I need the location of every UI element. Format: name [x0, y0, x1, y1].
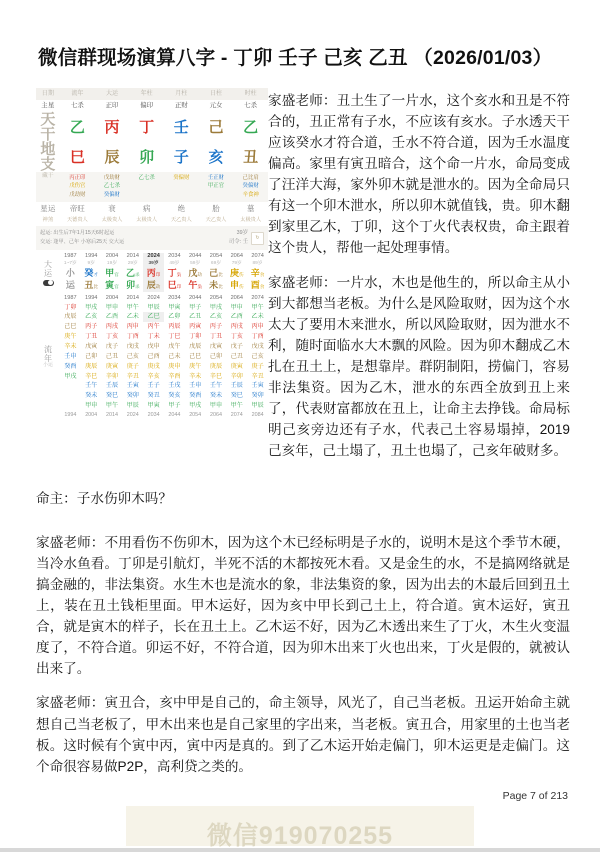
dayun-year: 1994 [84, 253, 98, 260]
liunian-cell-5-5[interactable]: 己未 [168, 352, 181, 360]
liunian-cell-6-4[interactable]: 庚戌 [147, 362, 160, 370]
liunian-cell-9-0[interactable] [60, 391, 81, 401]
main-star-2: 偏印 [140, 101, 154, 109]
liunian-cell-3-7[interactable]: 丁丑 [209, 333, 223, 341]
liunian-cell-8-9[interactable]: 壬寅 [251, 382, 264, 390]
header-col-month: 月柱 [164, 88, 199, 100]
age-value: 39岁 [236, 230, 248, 236]
liunian-cell-8-0[interactable] [60, 381, 81, 391]
dayun-column-2064[interactable] [226, 253, 247, 292]
liunian-foot-year-2014: 2014 [105, 412, 118, 418]
dayun-stem: 甲官 [105, 267, 119, 278]
liunian-cell-9-1[interactable]: 癸未 [85, 392, 98, 400]
row-label-heaven-stem: 天干 [40, 111, 56, 143]
liunian-foot-year-2004: 2004 [85, 412, 98, 418]
liunian-cell-2-0[interactable]: 己巳 [64, 323, 77, 331]
liunian-cell-1-2[interactable]: 乙酉 [105, 313, 119, 321]
liunian-cell-10-8[interactable]: 甲午 [230, 402, 243, 410]
star-luck-3: 绝 [177, 203, 185, 213]
liunian-cell-2-4[interactable]: 丙午 [147, 323, 160, 331]
full-width-text-2 [36, 532, 570, 790]
dayun-branch: 未比 [209, 280, 223, 291]
liunian-cell-8-5[interactable]: 壬戌 [168, 382, 181, 390]
star-luck-0: 帝旺 [69, 203, 85, 213]
jiaoyun-line: 交运: 逢甲、己年 小寒后25天 交大运 [40, 239, 125, 246]
liunian-cell-1-3[interactable]: 乙未 [126, 313, 139, 321]
liunian-cell-8-4[interactable]: 壬子 [147, 382, 160, 390]
dayun-branch: 丑比 [84, 280, 98, 291]
table-header-row [36, 88, 268, 100]
paragraph-4: 家盛老师：不用看伤不伤卯木，因为这个木已经标明是子水的，说明木是这个季节木硬，当冷水鱼看。丁卯是引航灯，半死不活的木都按死木看。又是金生的水，不是搞网络就是搞金融的，非法集资。水生木也是流水的象，非法集资的象，因为出去的木最后回到丑土上，装在丑土钱柜里面。甲木运好，因为亥中甲长到己土上，符合道。寅木运好，寅丑合，就是寅木的样子，长在丑土上。乙木运不好，因为乙木透出来生了丁火，木生火变温度了，不符合道。卯运不好，不符合道，因为卯木出来丁火也出来，丁火是假的，就被认出来了。 [36, 535, 570, 677]
star-luck-1: 衰 [108, 203, 116, 213]
liunian-cell-3-5[interactable]: 丁巳 [168, 333, 181, 341]
liunian-cell-8-7[interactable]: 壬午 [209, 382, 223, 390]
dayun-column-2004[interactable] [102, 253, 123, 292]
liunian-cell-4-4[interactable]: 戊申 [147, 342, 160, 350]
dayun-age: 49岁 [169, 260, 180, 266]
liunian-cell-3-8[interactable]: 丁亥 [230, 333, 243, 341]
row-label-shensha: 神煞 [42, 216, 54, 223]
qiyun-info-box [36, 226, 268, 250]
liunian-cell-10-6[interactable]: 甲戌 [189, 402, 202, 410]
liunian-cell-8-3[interactable]: 壬寅 [126, 382, 139, 390]
liunian-cell-8-1[interactable]: 壬午 [85, 382, 98, 390]
dayun-age: 69岁 [210, 260, 222, 266]
liunian-grid[interactable] [60, 294, 268, 419]
liunian-cell-0-5[interactable]: 甲寅 [168, 303, 181, 311]
main-star-4: 元女 [209, 101, 223, 109]
xiaoyun-label: 小运 [42, 362, 53, 369]
dayun-block [36, 250, 268, 292]
dayun-branch: 辰劫 [146, 280, 161, 291]
siling-value: 司令: 壬 [228, 239, 248, 246]
liunian-cell-9-5[interactable]: 癸亥 [168, 392, 181, 400]
liunian-cell-1-7[interactable]: 乙亥 [209, 313, 223, 321]
dayun-column-2074[interactable] [247, 253, 268, 292]
liunian-cell-3-4[interactable]: 丁未 [147, 333, 160, 341]
liunian-foot-year-2064: 2064 [209, 412, 222, 418]
liunian-cell-4-1[interactable]: 戊寅 [85, 342, 98, 350]
main-star-5: 七杀 [244, 101, 258, 109]
dayun-label-char1: 大 [44, 259, 52, 269]
dayun-column-1987[interactable] [60, 253, 81, 292]
liunian-cell-2-7[interactable]: 丙子 [209, 323, 223, 331]
hidden-stem-1-0: 戊劫财 [103, 175, 121, 181]
liunian-cell-6-2[interactable]: 庚寅 [105, 362, 119, 370]
hidden-stem-cell-4 [199, 172, 234, 202]
liunian-cell-10-2[interactable]: 甲午 [105, 402, 119, 410]
liunian-cell-2-2[interactable]: 丙戌 [105, 323, 119, 331]
liunian-cell-10-4[interactable]: 甲寅 [147, 402, 160, 410]
liunian-cell-5-7[interactable]: 己卯 [209, 352, 223, 360]
paragraph-1: 家盛老师：丑土生了一片水，这个亥水和丑是不符合的，丑正常有子水，不应该有亥水。子水透天干应该癸水才符合道，壬水不符合道，因为壬水温度偏高。家里有寅丑暗合，这个命一片水，命局变成了汪洋大海，家外卯木就是泄水的。因为全命局只有这一个卯木泄水，所以卯木就值钱，贵。卯木翻到家里乙木，丁卯，这个丁火代表权贵，命主跟着这个贵人，帮他一起处理事情。 [268, 93, 570, 256]
row-label-main-star: 主星 [41, 101, 55, 109]
shensha-0: 天德贵人 [66, 216, 88, 223]
liunian-cell-4-0[interactable]: 辛未 [64, 342, 77, 350]
dayun-stem: 戊劫 [188, 267, 202, 278]
liunian-cell-5-2[interactable]: 己丑 [105, 352, 119, 360]
liunian-cell-5-6[interactable]: 己巳 [189, 352, 202, 360]
dayun-column-2044[interactable] [185, 253, 206, 292]
liunian-cell-5-4[interactable]: 己酉 [147, 352, 160, 360]
liunian-cell-2-3[interactable]: 丙申 [126, 323, 139, 331]
liunian-cell-8-6[interactable]: 壬申 [189, 382, 202, 390]
liunian-side-label [36, 294, 60, 419]
liunian-head-year-1987: 1987 [64, 295, 77, 302]
page-footer: Page 7 of 213 [502, 790, 568, 802]
liunian-cell-0-6[interactable]: 甲子 [189, 303, 202, 311]
liunian-cell-1-6[interactable]: 乙丑 [189, 313, 202, 321]
dayun-stem: 乙杀 [125, 267, 140, 278]
earth-branch-5: 丑 [243, 148, 259, 166]
liunian-cell-0-9[interactable]: 甲午 [251, 303, 264, 311]
liunian-cell-4-9[interactable]: 戊戌 [251, 342, 264, 350]
liunian-cell-9-6[interactable]: 癸酉 [189, 392, 202, 400]
liunian-cell-0-2[interactable]: 甲申 [105, 303, 119, 311]
liunian-head-year-2034: 2034 [168, 295, 181, 302]
heaven-stem-1: 丙 [104, 118, 120, 136]
dayun-column-2034[interactable] [164, 253, 185, 292]
main-star-row [36, 100, 268, 112]
right-text-column [268, 90, 570, 474]
liunian-cell-10-0[interactable] [60, 401, 81, 411]
liunian-cell-6-6[interactable]: 庚午 [189, 362, 202, 370]
dayun-stem: 己比 [209, 267, 223, 278]
header-col-day: 日柱 [199, 88, 234, 100]
liunian-cell-4-8[interactable]: 戊子 [230, 342, 243, 350]
star-luck-2: 病 [142, 203, 151, 213]
hidden-stem-cell-5 [233, 172, 268, 202]
liunian-cell-7-9[interactable]: 辛丑 [251, 372, 264, 380]
earth-branch-4: 亥 [208, 148, 224, 166]
earth-branch-0: 巳 [69, 148, 85, 166]
liunian-label-char2: 年 [44, 354, 52, 364]
dayun-column-2054[interactable] [206, 253, 227, 292]
liunian-cell-10-3[interactable]: 甲辰 [126, 402, 139, 410]
liunian-cell-0-8[interactable]: 甲申 [230, 303, 243, 311]
qiyun-info-meta [229, 229, 264, 247]
liunian-head-year-1994: 1994 [84, 295, 98, 302]
liunian-foot-year-2034: 2034 [147, 412, 160, 418]
dayun-age: 19岁 [106, 260, 118, 266]
dayun-age: 1~7岁 [63, 260, 77, 266]
liunian-cell-3-3[interactable]: 丁酉 [126, 333, 139, 341]
earth-branch-1: 辰 [104, 148, 120, 166]
liunian-cell-7-7[interactable]: 辛巳 [209, 372, 223, 380]
bazi-pillar-table [36, 88, 268, 226]
dayun-year: 2004 [105, 253, 119, 260]
row-label-hidden-stem: 藏干 [42, 173, 54, 179]
liunian-cell-7-5[interactable]: 辛酉 [168, 372, 181, 380]
dayun-stem: 辛食 [250, 267, 265, 278]
dayun-column-2014[interactable] [122, 253, 143, 292]
hidden-stem-5-0: 己比肩 [242, 175, 259, 181]
heaven-stem-0: 乙 [69, 118, 85, 136]
dayun-age: 89岁 [252, 260, 263, 266]
dayun-age: 9岁 [87, 260, 95, 266]
hidden-stem-0-2: 戊劫财 [69, 191, 86, 198]
star-luck-row [36, 202, 268, 215]
liunian-cell-2-9[interactable]: 丙申 [251, 323, 264, 331]
liunian-cell-10-5[interactable]: 甲子 [168, 402, 181, 410]
dayun-branch: 午枭 [188, 280, 202, 291]
paragraph-5: 家盛老师：寅丑合，亥中甲是自己的，命主领导，风光了，自己当老板。丑运开始命主就想自己当老板了，甲木出来也是自己家里的字出来，当老板。寅丑合，用家里的土也当老板。这时候有个寅中丙，寅中丙是真的。到了乙木运开始走偏门，卯木运更是走偏门。这个命很容易做P2P，高利贷之类的。 [36, 695, 570, 774]
liunian-foot-year-2084: 2084 [251, 412, 264, 418]
qiyun-line: 起运: 出生后7年1月15天6时起运 [40, 230, 115, 237]
liunian-cell-3-0[interactable]: 庚午 [64, 333, 77, 341]
liunian-block [36, 294, 268, 419]
liunian-cell-1-1[interactable]: 乙亥 [85, 313, 98, 321]
dayun-side-label [36, 253, 60, 292]
liunian-head-year-2044: 2044 [188, 295, 202, 302]
dayun-column-1994[interactable] [81, 253, 102, 292]
liunian-cell-2-6[interactable]: 丙寅 [189, 323, 202, 331]
liunian-cell-1-8[interactable]: 乙酉 [230, 313, 243, 321]
dayun-year: 2064 [230, 253, 244, 260]
liunian-cell-3-6[interactable]: 丁卯 [189, 333, 202, 341]
star-luck-4: 胎 [212, 203, 220, 213]
dayun-label-char2: 运 [44, 268, 52, 278]
main-star-0: 七杀 [70, 101, 84, 109]
header-col-dayun: 大运 [95, 88, 130, 100]
hidden-stem-1-2: 癸偏财 [103, 191, 121, 198]
liunian-cell-1-4[interactable]: 乙巳 [143, 312, 164, 322]
liunian-head-year-2004: 2004 [105, 295, 119, 302]
dayun-year: 2074 [251, 253, 264, 260]
hidden-stem-4-1: 甲正官 [207, 183, 225, 190]
liunian-foot-year-2024: 2024 [126, 412, 139, 418]
liunian-cell-9-8[interactable]: 癸巳 [230, 392, 243, 400]
header-label-date: 日期 [36, 88, 60, 100]
liunian-cell-8-8[interactable]: 壬辰 [230, 382, 243, 390]
refresh-icon[interactable]: ↻ [251, 232, 264, 245]
liunian-cell-6-1[interactable]: 庚辰 [85, 362, 98, 370]
watermark-text: 微信919070255 [206, 822, 394, 850]
liunian-cell-6-5[interactable]: 庚申 [168, 362, 181, 370]
liunian-cell-3-2[interactable]: 丁亥 [105, 333, 119, 341]
liunian-cell-4-7[interactable]: 戊寅 [209, 342, 223, 350]
liunian-cell-8-2[interactable]: 壬辰 [105, 382, 119, 390]
liunian-cell-5-3[interactable]: 己亥 [126, 352, 139, 360]
hidden-stem-5-1: 癸偏财 [242, 183, 259, 190]
hidden-stem-0-0: 丙正印 [69, 175, 86, 181]
dayun-year: 2024 [147, 253, 160, 260]
dayun-column-2024[interactable] [143, 253, 164, 292]
dayun-branch: 卯杀 [125, 280, 140, 291]
liunian-cell-7-6[interactable]: 辛未 [189, 372, 202, 380]
page-title: 微信群现场演算八字 - 丁卯 壬子 己亥 乙丑 （2026/01/03） [38, 47, 553, 69]
liunian-cell-2-1[interactable]: 丙子 [85, 323, 98, 331]
hidden-stem-row [36, 172, 268, 202]
liunian-head-year-2064: 2064 [230, 295, 244, 302]
shensha-3: 天乙贵人 [170, 216, 192, 223]
liunian-cell-7-0[interactable]: 甲戌 [64, 372, 77, 380]
hidden-stem-cell-0 [60, 172, 95, 202]
main-star-1: 正印 [105, 101, 119, 109]
dayun-stem: 丙印 [146, 267, 161, 278]
shensha-1: 太极贵人 [101, 216, 123, 223]
header-col-year: 年柱 [129, 88, 164, 100]
star-luck-5: 墓 [246, 203, 255, 213]
shensha-4: 天乙贵人 [205, 216, 227, 223]
main-star-3: 正财 [174, 101, 188, 109]
liunian-cell-1-5[interactable]: 乙卯 [168, 313, 181, 321]
liunian-cell-1-9[interactable]: 乙未 [251, 313, 264, 321]
header-col-liunian: 流年 [60, 88, 95, 100]
dayun-stem: 丁枭 [167, 267, 182, 278]
full-width-text-1 [36, 488, 570, 509]
liunian-cell-5-1[interactable]: 己卯 [85, 352, 98, 360]
liunian-head-year-2014: 2014 [126, 295, 140, 302]
dayun-year: 2034 [168, 253, 181, 260]
liunian-cell-10-1[interactable]: 甲申 [85, 402, 98, 410]
liunian-cell-9-7[interactable]: 癸未 [209, 392, 223, 400]
liunian-cell-9-4[interactable]: 癸丑 [147, 392, 160, 400]
dayun-branch: 运 [65, 280, 75, 291]
dayun-year: 2054 [209, 253, 223, 260]
liunian-cell-4-3[interactable]: 戊戌 [126, 342, 139, 350]
liunian-cell-4-5[interactable]: 戊午 [168, 342, 181, 350]
liunian-cell-7-1[interactable]: 辛巳 [85, 372, 98, 380]
dayun-age: 59岁 [190, 260, 201, 266]
hidden-stem-0-1: 戊伤官 [69, 183, 86, 190]
heaven-stem-row [36, 112, 268, 142]
liunian-cell-6-9[interactable]: 庚子 [251, 362, 264, 370]
liunian-cell-0-0[interactable]: 丁卯 [64, 303, 77, 311]
liunian-cell-9-3[interactable]: 癸卯 [126, 392, 139, 400]
liunian-head-year-2024: 2024 [147, 295, 160, 302]
liunian-cell-3-1[interactable]: 丁丑 [85, 333, 98, 341]
hidden-stem-3-0: 癸偏财 [173, 175, 190, 181]
liunian-cell-0-4[interactable]: 甲辰 [147, 303, 160, 311]
paragraph-2: 家盛老师：一片水，木也是他生的，所以命主从小到大都想当老板。为什么是风险取财，因为这个水太大了要用木来泄水，所以风险取财，因为泄水不利，随时面临水大木飘的风险。因为卯木翻成乙木扎在丑土上，是想靠岸。群阴制阳，捞偏门，容易非法集资。因为乙木，泄水的东西全放到丑上来了，代表财富都放在丑上，让命主去挣钱。命局标明己亥旁边还有子水，代表己土容易塌掉，2019己亥年，己土塌了，丑土也塌了，己亥年破财多。 [268, 274, 570, 458]
hidden-stem-1-1: 乙七杀 [103, 183, 121, 190]
dayun-stem: 小 [65, 267, 75, 278]
shensha-2: 太极贵人 [136, 216, 158, 223]
dayun-stem: 庚伤 [229, 267, 244, 278]
liunian-cell-5-0[interactable]: 壬申 [64, 352, 77, 360]
liunian-cell-4-6[interactable]: 戊辰 [189, 342, 202, 350]
earth-branch-3: 子 [173, 148, 189, 166]
dayun-branch: 寅官 [105, 280, 119, 291]
bazi-chart-card [36, 88, 268, 420]
hidden-stem-cell-3 [164, 172, 199, 202]
dayun-branch: 酉食 [250, 280, 265, 291]
dayun-age: 29岁 [127, 260, 138, 266]
liunian-cell-5-9[interactable]: 己亥 [251, 352, 264, 360]
shensha-row [36, 215, 268, 226]
liunian-cell-1-0[interactable]: 戊辰 [64, 313, 77, 321]
liunian-cell-7-8[interactable]: 辛卯 [230, 372, 243, 380]
qiyun-info-text [40, 229, 124, 247]
liunian-head-year-2054: 2054 [209, 295, 223, 302]
liunian-cell-9-9[interactable]: 癸卯 [251, 392, 264, 400]
dayun-year: 2014 [126, 253, 140, 260]
liunian-foot-year-1994: 1994 [64, 412, 77, 418]
liunian-cell-2-8[interactable]: 丙戌 [230, 323, 243, 331]
dayun-grid[interactable] [60, 253, 268, 292]
liunian-foot-year-2044: 2044 [168, 412, 181, 418]
liunian-cell-2-5[interactable]: 丙辰 [168, 323, 181, 331]
liunian-cell-0-1[interactable]: 甲戌 [85, 303, 98, 311]
liunian-cell-6-8[interactable]: 庚寅 [230, 362, 243, 370]
liunian-foot-year-2054: 2054 [189, 412, 202, 418]
earth-branch-2: 卯 [139, 148, 155, 166]
liunian-cell-3-9[interactable]: 丁酉 [251, 333, 264, 341]
liunian-cell-6-3[interactable]: 庚子 [126, 362, 139, 370]
hidden-stem-cell-2 [129, 172, 164, 202]
liunian-cell-9-2[interactable]: 癸巳 [105, 392, 119, 400]
dayun-year: 1987 [64, 253, 77, 260]
heaven-stem-4: 己 [208, 118, 224, 136]
earth-branch-row [36, 142, 268, 172]
liunian-cell-7-4[interactable]: 辛亥 [147, 372, 160, 380]
liunian-cell-0-3[interactable]: 甲午 [126, 303, 139, 311]
liunian-foot-year-2074: 2074 [230, 412, 243, 418]
row-label-star-luck: 星运 [40, 203, 56, 213]
liunian-cell-7-3[interactable]: 辛丑 [126, 372, 139, 380]
liunian-cell-6-7[interactable]: 庚辰 [209, 362, 223, 370]
heaven-stem-5: 乙 [243, 118, 259, 136]
liunian-cell-5-8[interactable]: 己丑 [230, 352, 243, 360]
liunian-cell-0-7[interactable]: 甲戌 [209, 303, 223, 311]
hidden-stem-4-0: 壬正财 [207, 175, 225, 181]
liunian-label-char1: 流 [44, 344, 52, 354]
hidden-stem-cell-1 [95, 172, 130, 202]
heaven-stem-3: 壬 [173, 118, 189, 136]
dayun-age: 39岁 [148, 260, 159, 266]
paragraph-3: 命主：子水伤卯木吗？ [36, 491, 172, 506]
dayun-branch: 申伤 [229, 280, 244, 291]
heaven-stem-2: 丁 [139, 118, 155, 136]
dayun-stem: 癸才 [84, 267, 98, 278]
dayun-age: 79岁 [231, 260, 242, 266]
dayun-year: 2044 [188, 253, 202, 260]
header-col-hour: 时柱 [233, 88, 268, 100]
liunian-cell-4-2[interactable]: 戊子 [105, 342, 119, 350]
hidden-stem-2-0: 乙七杀 [138, 175, 155, 181]
liunian-cell-7-2[interactable]: 辛卯 [105, 372, 119, 380]
dayun-toggle[interactable] [43, 280, 54, 286]
liunian-cell-10-7[interactable]: 甲申 [209, 402, 223, 410]
hidden-stem-5-2: 辛食神 [242, 191, 259, 198]
liunian-head-year-2074: 2074 [251, 295, 264, 302]
row-label-earth-branch: 地支 [40, 141, 56, 173]
liunian-cell-10-9[interactable]: 甲辰 [251, 402, 264, 410]
dayun-branch: 巳印 [167, 280, 182, 291]
shensha-5: 太极贵人 [240, 216, 262, 223]
watermark-band [126, 806, 474, 846]
liunian-cell-6-0[interactable]: 癸酉 [64, 362, 77, 370]
